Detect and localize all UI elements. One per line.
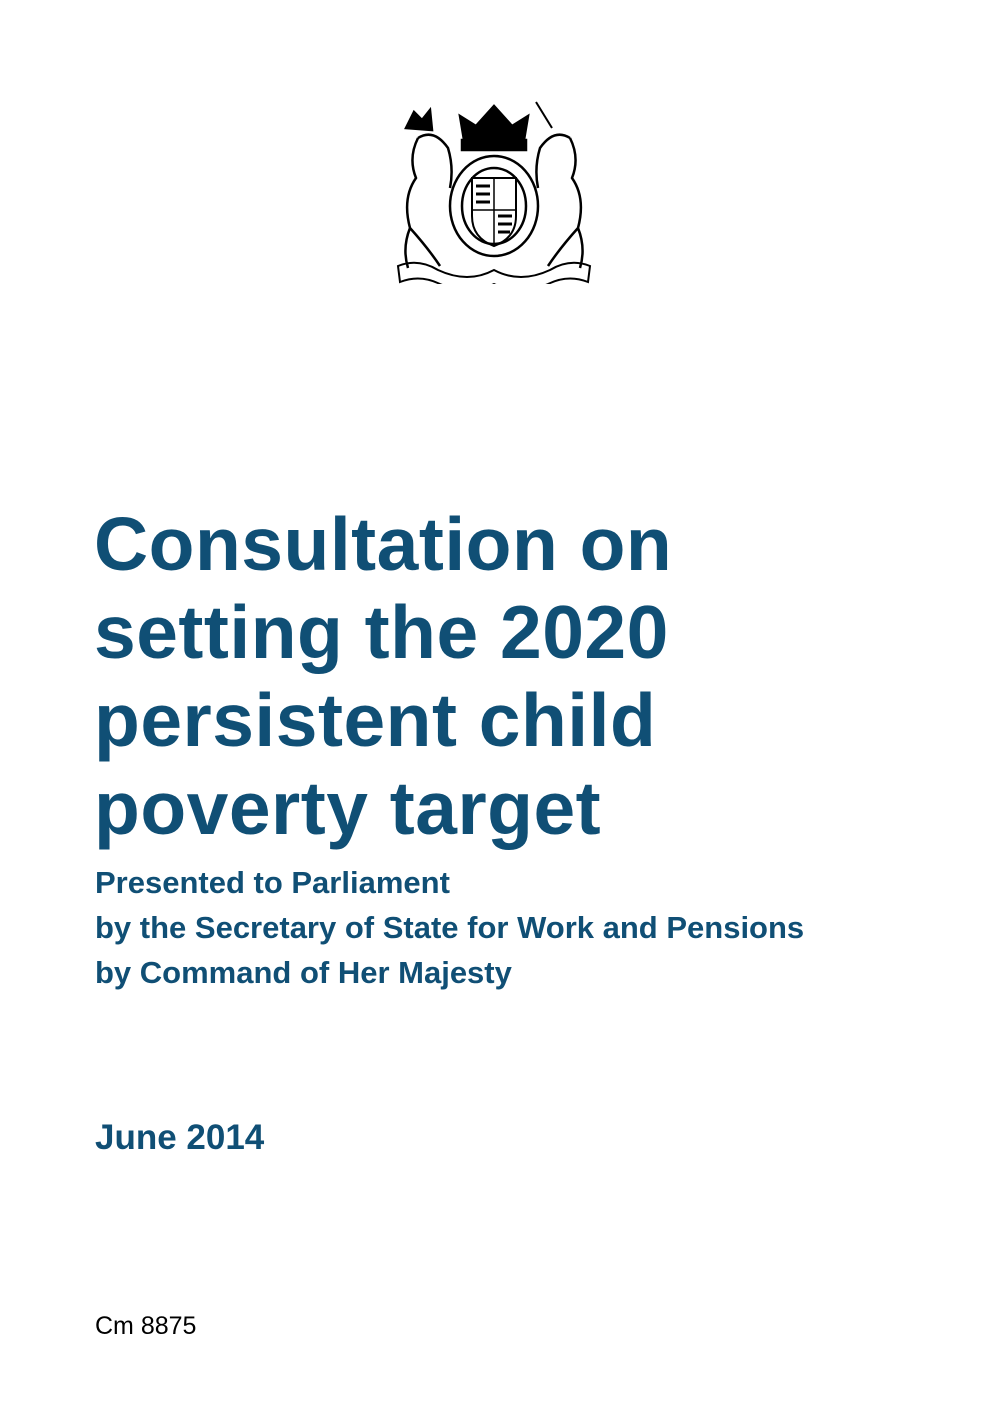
title-line: Consultation on [94,502,673,586]
title-line: persistent child [94,678,657,762]
royal-coat-of-arms-logo [388,98,600,284]
presented-line: Presented to Parliament [95,865,450,900]
title-line: poverty target [94,766,602,850]
command-paper-number: Cm 8875 [95,1312,197,1340]
title-line: setting the 2020 [94,590,669,674]
presented-line: by Command of Her Majesty [95,955,512,990]
presented-line: by the Secretary of State for Work and Pensions [95,910,805,945]
publication-date: June 2014 [95,1118,265,1157]
presentation-statement [95,860,804,995]
document-title [94,500,672,852]
